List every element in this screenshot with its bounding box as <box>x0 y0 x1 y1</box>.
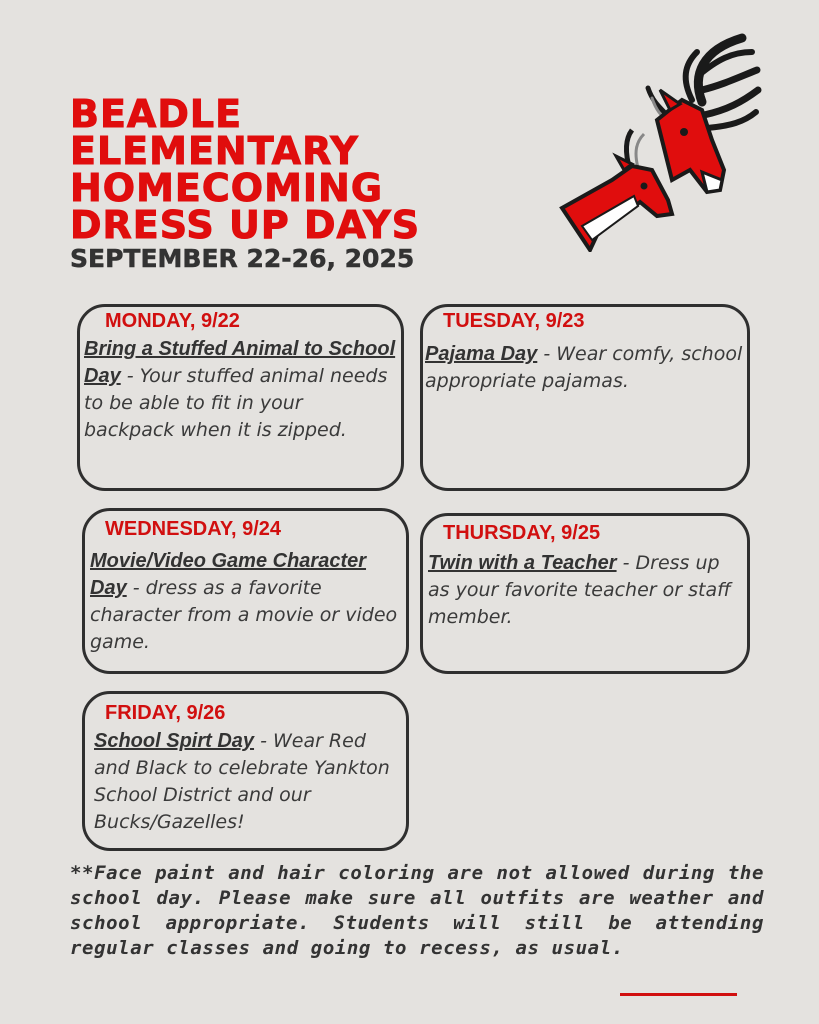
title-line: DRESS UP DAYS <box>70 203 421 247</box>
title-line: HOMECOMING <box>70 166 384 210</box>
day-details: - dress as a favorite character from a movie or video game. <box>90 577 398 653</box>
day-details: - Your stuffed animal needs to be able to fit in your backpack when it is zipped. <box>84 365 388 441</box>
day-theme: School Spirt Day <box>94 730 255 752</box>
buck-and-gazelle-logo <box>552 30 764 252</box>
day-description <box>425 341 743 395</box>
footnote: **Face paint and hair coloring are not allowed during the school day. Please make sure all outfits are weather and school appropriate. Students will still be attending regular classes and going to recess, as usual. <box>70 862 764 959</box>
event-dates: SEPTEMBER 22-26, 2025 <box>70 244 415 273</box>
day-heading: THURSDAY, 9/25 <box>443 522 601 544</box>
day-theme: Movie/Video Game Character Day <box>90 550 367 599</box>
accent-divider <box>620 993 737 996</box>
day-description <box>84 336 396 444</box>
day-heading: MONDAY, 9/22 <box>105 310 240 332</box>
day-heading: TUESDAY, 9/23 <box>443 310 585 332</box>
day-heading: WEDNESDAY, 9/24 <box>105 518 281 540</box>
page-title <box>70 92 421 247</box>
day-theme: Bring a Stuffed Animal to School Day <box>84 338 396 387</box>
day-theme: Twin with a Teacher <box>428 552 617 574</box>
day-details: - Wear comfy, school appropriate pajamas. <box>425 343 743 392</box>
day-details: - Dress up as your favorite teacher or staff member. <box>428 552 731 628</box>
day-heading: FRIDAY, 9/26 <box>105 702 226 724</box>
day-description <box>428 550 742 631</box>
day-theme: Pajama Day <box>425 343 538 365</box>
day-description <box>90 548 402 656</box>
title-line: BEADLE <box>70 92 243 136</box>
day-description <box>94 728 404 836</box>
day-details: - Wear Red and Black to celebrate Yankton School District and our Bucks/Gazelles! <box>94 730 390 833</box>
title-line: ELEMENTARY <box>70 129 359 173</box>
